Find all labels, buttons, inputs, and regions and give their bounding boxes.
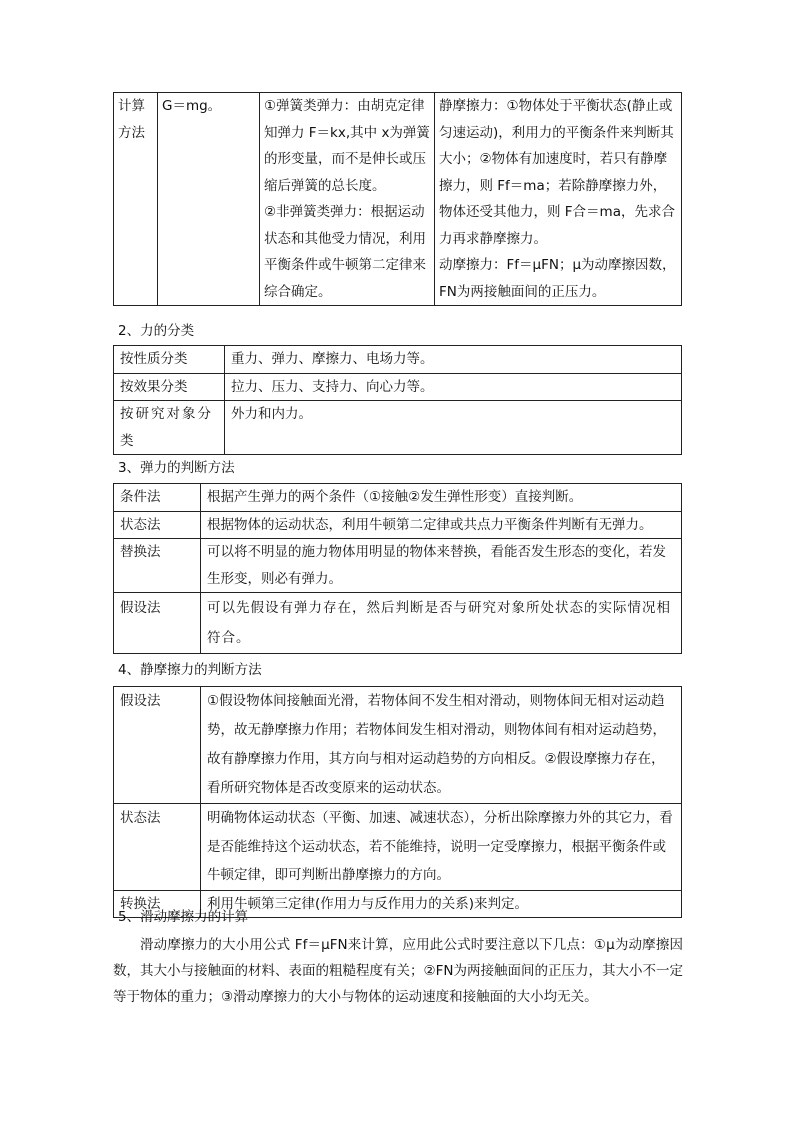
table-row xyxy=(114,401,682,455)
elastic-nonspring-text: ②非弹簧类弹力：根据运动状态和其他受力情况，利用平衡条件或牛顿第二定律来综合确定。 xyxy=(264,204,426,300)
row-label: 按研究对象分类 xyxy=(114,401,225,455)
row-content: 外力和内力。 xyxy=(225,401,682,455)
sliding-friction-paragraph: 滑动摩擦力的大小用公式 Ff＝μFN来计算，应用此公式时要注意以下几点：①μ为动摩擦因数，其大小与接触面的材料、表面的粗糙程度有关；②FN为两接触面间的正压力，其大小不一定等于物体的重力；③滑动摩擦力的大小与物体的运动速度和接触面的大小均无关。 xyxy=(113,937,683,1005)
table-row xyxy=(114,346,682,374)
calc-method-table xyxy=(113,92,682,306)
section-heading: 5、滑动摩擦力的计算 xyxy=(118,909,249,925)
static-friction-judgement-table xyxy=(113,686,682,918)
row-content: 利用牛顿第三定律(作用力与反作用力的关系)来判定。 xyxy=(201,890,682,918)
section-heading: 4、静摩擦力的判断方法 xyxy=(118,662,262,678)
row-label: 按效果分类 xyxy=(114,373,225,401)
static-friction-text: 静摩擦力：①物体处于平衡状态(静止或匀速运动)，利用力的平衡条件来判断其大小；②物体有加速度时，若只有静摩擦力，则 Ff＝ma；若除静摩擦力外，物体还受其他力，则 F合＝ma，先求合力再求静摩擦力。 xyxy=(439,98,675,247)
row-label: 条件法 xyxy=(114,484,201,512)
row-content: 拉力、压力、支持力、向心力等。 xyxy=(225,373,682,401)
row-label: 计算方法 xyxy=(114,93,158,306)
table-row xyxy=(114,593,682,654)
table-row xyxy=(114,484,682,512)
force-classification-table xyxy=(113,345,682,455)
row-content: ①假设物体间接触面光滑，若物体间不发生相对滑动，则物体间无相对运动趋势，故无静摩擦力作用；若物体间发生相对滑动，则物体间有相对运动趋势，故有静摩擦力作用，其方向与相对运动趋势的方向相反。②假设摩擦力存在，看所研究物体是否改变原来的运动状态。 xyxy=(201,687,682,804)
table-row xyxy=(114,539,682,593)
elastic-judgement-table xyxy=(113,483,682,654)
table-row xyxy=(114,511,682,539)
row-label: 替换法 xyxy=(114,539,201,593)
section-heading: 3、弹力的判断方法 xyxy=(118,460,235,476)
elastic-force-cell xyxy=(260,93,435,306)
row-label: 假设法 xyxy=(114,593,201,654)
row-label: 按性质分类 xyxy=(114,346,225,374)
table-row xyxy=(114,93,682,306)
row-label: 状态法 xyxy=(114,511,201,539)
row-content: 明确物体运动状态（平衡、加速、减速状态），分析出除摩擦力外的其它力，看是否能维持这个运动状态，若不能维持，说明一定受摩擦力，根据平衡条件或牛顿定律，即可判断出静摩擦力的方向。 xyxy=(201,804,682,891)
kinetic-friction-text: 动摩擦力：Ff＝μFN；μ为动摩擦因数，FN为两接触面间的正压力。 xyxy=(439,257,676,300)
row-content: 可以将不明显的施力物体用明显的物体来替换，看能否发生形态的变化，若发生形变，则必有弹力。 xyxy=(201,539,682,593)
row-content: 根据产生弹力的两个条件（①接触②发生弹性形变）直接判断。 xyxy=(201,484,682,512)
row-content: 根据物体的运动状态，利用牛顿第二定律或共点力平衡条件判断有无弹力。 xyxy=(201,511,682,539)
gravity-cell: G＝mg。 xyxy=(158,93,260,306)
table-row xyxy=(114,804,682,891)
row-label: 转换法 xyxy=(114,890,201,918)
row-content: 可以先假设有弹力存在，然后判断是否与研究对象所处状态的实际情况相符合。 xyxy=(201,593,682,654)
row-label: 状态法 xyxy=(114,804,201,891)
table-row xyxy=(114,373,682,401)
row-label: 假设法 xyxy=(114,687,201,804)
table-row xyxy=(114,687,682,804)
friction-cell xyxy=(435,93,682,306)
elastic-spring-text: ①弹簧类弹力：由胡克定律知弹力 F＝kx,其中 x为弹簧的形变量，而不是伸长或压缩后弹簧的总长度。 xyxy=(264,98,430,194)
row-content: 重力、弹力、摩擦力、电场力等。 xyxy=(225,346,682,374)
section-heading: 2、力的分类 xyxy=(118,323,195,339)
